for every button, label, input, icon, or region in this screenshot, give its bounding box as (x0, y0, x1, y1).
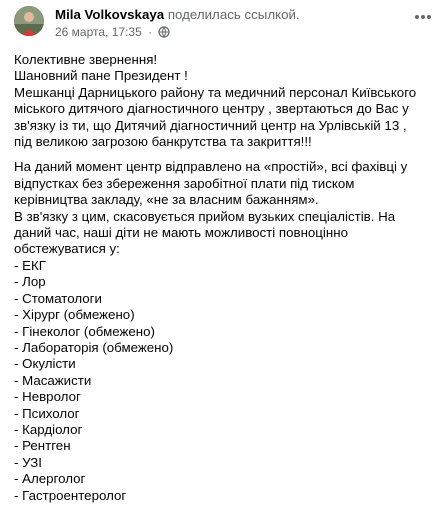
list-item: - Алерголог (14, 471, 86, 487)
list-item: - Хірург (обмежено) (14, 307, 135, 323)
avatar[interactable] (14, 6, 44, 36)
list-item: - Лабораторія (обмежено) (14, 339, 174, 355)
text-line: Шановний пане Президент ! (14, 68, 188, 84)
text-line: керівництва закладу, «не за власним бажанням». (14, 192, 319, 208)
post-body (14, 52, 434, 504)
author-name[interactable]: Mila Volkovskaya (55, 7, 165, 22)
list-item: - Рентген (14, 438, 71, 454)
text-line: В зв'язку з цим, скасовується прийом вузьких спеціалістів. На (14, 208, 396, 224)
list-item: - Стоматологи (14, 290, 102, 306)
text-line: Колективне звернення! (14, 52, 158, 67)
list-item: - Невролог (14, 389, 81, 405)
list-item: - Гастроентеролог (14, 487, 127, 503)
text-line: обстежуватися у: (14, 241, 120, 257)
post-timestamp[interactable]: 26 марта, 17:35 (55, 25, 142, 39)
author-line (55, 7, 300, 23)
list-item: - УЗІ (14, 454, 43, 470)
paragraph-gap (14, 150, 434, 159)
more-options-icon[interactable] (412, 10, 434, 24)
list-item: - Гінеколог (обмежено) (14, 323, 155, 339)
text-line: міського дитячого діагностичного центру , звертаються до Вас у (14, 101, 409, 117)
text-line: На даний момент центр відправлено на «простій», всі фахівці у (14, 159, 408, 175)
post-action-text: поделилась ссылкой. (167, 7, 300, 22)
post-header (0, 0, 448, 44)
meta-separator: · (148, 25, 153, 39)
avatar-photo-icon (14, 6, 44, 36)
list-item: - Окулісти (14, 356, 76, 372)
list-item: - Психолог (14, 405, 80, 421)
list-item: - Кардіолог (14, 421, 83, 437)
text-line: під великою загрозою банкрутства та закриття!!! (14, 134, 312, 150)
list-item: - ЕКГ (14, 257, 46, 273)
text-line: відпустках без збереження заробітної плати під тиском (14, 175, 355, 191)
text-line: Мешканці Дарницького району та медичний персонал Київського (14, 84, 417, 100)
text-line: зв'язку із ти, що Дитячий діагностичний центр на Урлівській 13 , (14, 117, 407, 133)
text-line: даний час, наші діти не мають можливості повноцінно (14, 225, 348, 241)
globe-icon (158, 26, 170, 41)
list-item: - Масажисти (14, 372, 92, 388)
post-meta (55, 25, 170, 41)
list-item: - Лор (14, 274, 46, 290)
